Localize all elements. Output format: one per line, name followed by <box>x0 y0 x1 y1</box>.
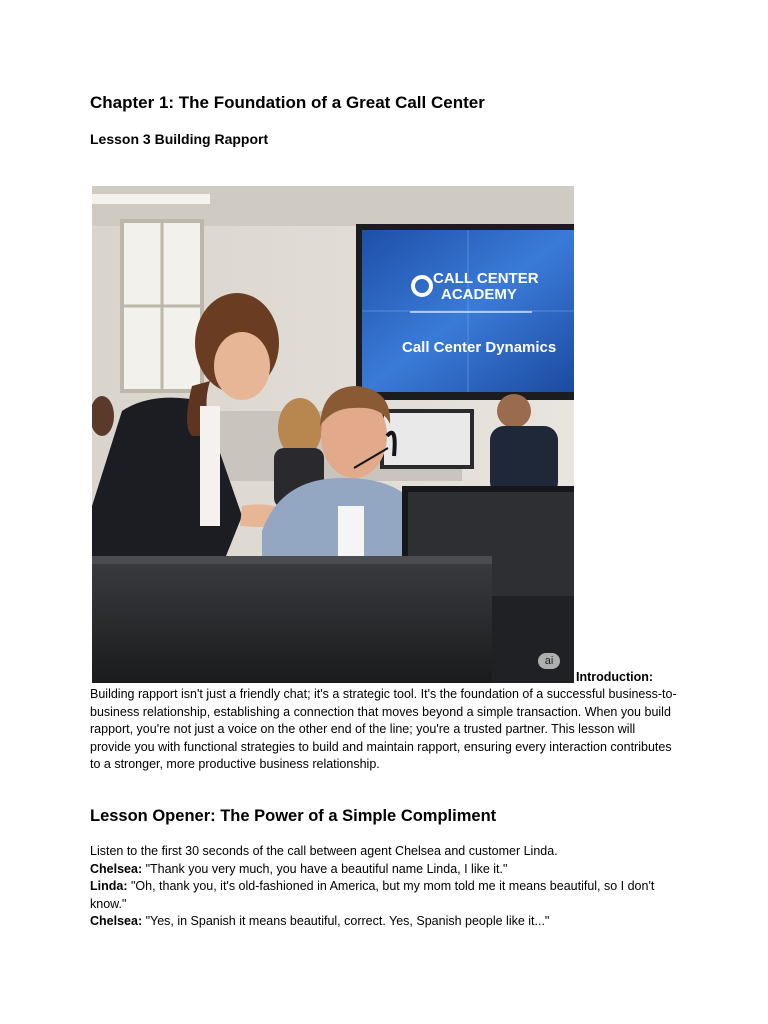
dialog-text: "Oh, thank you, it's old-fashioned in America, but my mom told me it means beautiful, so I don't know." <box>90 879 655 911</box>
transcript-lead: Listen to the first 30 seconds of the call between agent Chelsea and customer Linda. <box>90 844 558 858</box>
speaker-name: Chelsea: <box>90 914 143 929</box>
dialog-text: "Thank you very much, you have a beautiful name Linda, I like it." <box>142 861 508 876</box>
speaker-name: Linda: <box>90 879 128 894</box>
lesson-photo <box>92 186 574 683</box>
call-transcript <box>90 843 678 931</box>
chapter-title: Chapter 1: The Foundation of a Great Call Center <box>90 93 485 112</box>
speaker-name: Chelsea: <box>90 861 143 876</box>
ai-badge: ai <box>538 653 560 669</box>
dialog-text: "Yes, in Spanish it means beautiful, correct. Yes, Spanish people like it..." <box>142 914 550 929</box>
screen-brand-line1: CALL CENTER <box>433 270 539 287</box>
introduction-label: Introduction: <box>576 670 654 684</box>
screen-brand-line2: ACADEMY <box>441 286 517 303</box>
dialog-line <box>90 861 678 879</box>
introduction-text: Building rapport isn't just a friendly chat; it's a strategic tool. It's the foundation of a successful business-to-business relationship, establishing a connection that moves beyond a simple transaction. When you build rapport, you're not just a voice on the other end of the line; you're a trusted partner. This lesson will provide you with functional strategies to build and maintain rapport, ensuring every interaction contributes to a stronger, more productive business relationship. <box>90 687 677 772</box>
dialog-line <box>90 913 678 931</box>
dialog-line <box>90 878 678 913</box>
call-center-illustration <box>92 186 574 683</box>
screen-subtitle: Call Center Dynamics <box>402 339 557 356</box>
lesson-opener-heading: Lesson Opener: The Power of a Simple Compliment <box>90 807 497 825</box>
lesson-title: Lesson 3 Building Rapport <box>90 131 269 147</box>
